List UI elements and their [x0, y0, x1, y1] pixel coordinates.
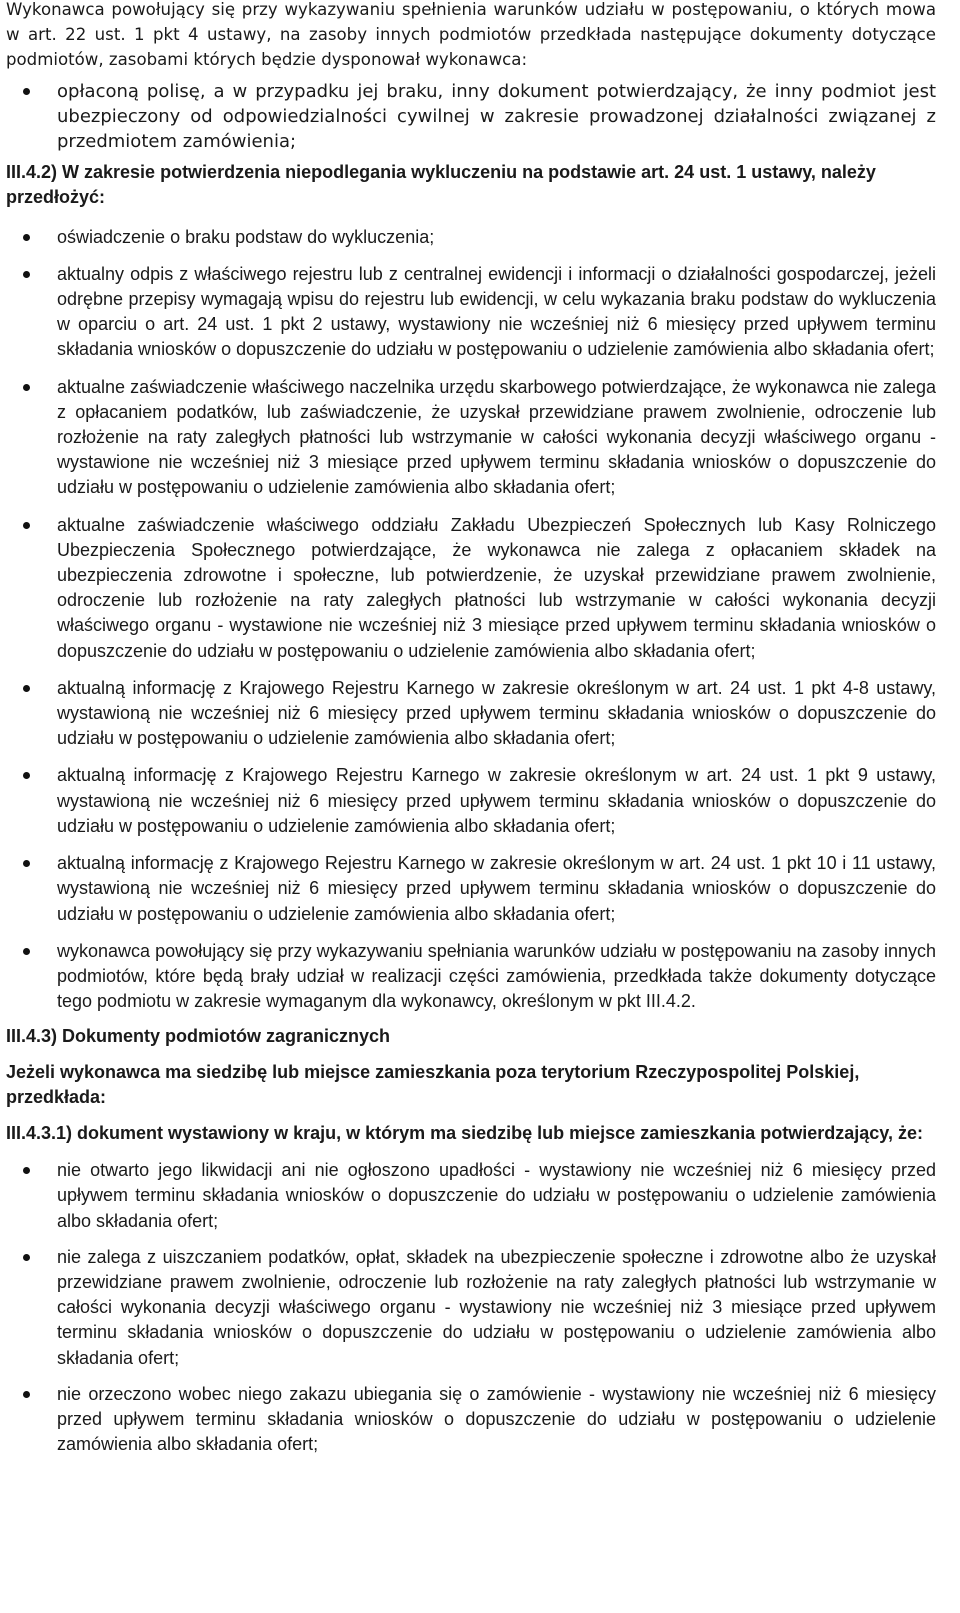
bullet-icon — [23, 88, 30, 95]
list-item — [6, 375, 936, 501]
list-item — [6, 939, 936, 1015]
subcontractor-documents-list — [6, 79, 936, 155]
list-item — [6, 1382, 936, 1458]
list-item — [6, 225, 936, 250]
list-item-text: nie zalega z uiszczaniem podatków, opłat, składek na ubezpieczenie społeczne i zdrowotne albo że uzyskał przewidziane prawem zwolnienie, odroczenie lub rozłożenie na raty zaległych płatności lub wstrzymanie w całości wykonania decyzji właściwego organu - wystawiony nie wcześniej niż 3 miesiące przed upływem terminu składania wniosków o dopuszczenie do udziału w postępowaniu o udzielenie zamówienia albo składania ofert; — [57, 1246, 936, 1368]
section-heading-iii-4-3-1: III.4.3.1) dokument wystawiony w kraju, w którym ma siedzibę lub miejsce zamieszkania potwierdzający, że: — [6, 1122, 923, 1143]
bullet-icon — [23, 522, 30, 529]
list-item-text: aktualną informację z Krajowego Rejestru Karnego w zakresie określonym w art. 24 ust. 1 pkt 4-8 ustawy, wystawioną nie wcześniej niż 6 miesięcy przed upływem terminu składania wniosków o dopuszczenie do udziału w postępowaniu o udzielenie zamówienia albo składania ofert; — [57, 677, 936, 749]
list-item-text: aktualne zaświadczenie właściwego oddziału Zakładu Ubezpieczeń Społecznych lub Kasy Rolniczego Ubezpieczenia Społecznego potwierdzające, że wykonawca nie zalega z opłacaniem składek na ubezpieczenia zdrowotne i społeczne, lub potwierdzenie, że uzyskał przewidziane prawem zwolnienie, odroczenie lub rozłożenie na raty zaległych płatności lub wstrzymanie w całości wykonania decyzji właściwego organu - wystawione nie wcześniej niż 3 miesiące przed upływem terminu składania wniosków o dopuszczenie do udziału w postępowaniu o udzielenie zamówienia albo składania ofert; — [57, 514, 936, 661]
list-item-text: aktualny odpis z właściwego rejestru lub z centralnej ewidencji i informacji o działalności gospodarczej, jeżeli odrębne przepisy wymagają wpisu do rejestru lub ewidencji, w celu wykazania braku podstaw do wykluczenia w oparciu o art. 24 ust. 1 pkt 2 ustawy, wystawiony nie wcześniej niż 6 miesięcy przed upływem terminu składania wniosków o dopuszczenie do udziału w postępowaniu o udzielenie zamówienia albo składania ofert; — [57, 263, 936, 360]
bullet-icon — [23, 1167, 30, 1174]
bullet-icon — [23, 772, 30, 779]
list-item-text: opłaconą polisę, a w przypadku jej braku, inny dokument potwierdzający, że inny podmiot jest ubezpieczony od odpowiedzialności cywilnej w zakresie prowadzonej działalności związanej z przedmiotem zamówienia; — [57, 80, 936, 153]
list-item-text: nie otwarto jego likwidacji ani nie ogłoszono upadłości - wystawiony nie wcześniej niż 6 miesięcy przed upływem terminu składania wniosków o dopuszczenie do udziału w postępowaniu o udzielenie zamówienia albo składania ofert; — [57, 1160, 936, 1231]
bullet-icon — [23, 384, 30, 391]
list-item — [6, 513, 936, 664]
section-heading-iii-4-3: III.4.3) Dokumenty podmiotów zagranicznych — [6, 1026, 391, 1047]
section-heading-iii-4-2: III.4.2) W zakresie potwierdzenia niepodlegania wykluczeniu na podstawie art. 24 ust. 1 ustawy, należy przedłożyć: — [6, 162, 876, 208]
bullet-icon — [23, 1254, 30, 1261]
bullet-icon — [23, 860, 30, 867]
list-item — [6, 676, 936, 752]
list-item-text: aktualne zaświadczenie właściwego naczelnika urzędu skarbowego potwierdzające, że wykonawca nie zalega z opłacaniem podatków, lub zaświadczenie, że uzyskał przewidziane prawem zwolnienie, odroczenie lub rozłożenie na raty zaległych płatności lub wstrzymanie w całości wykonania decyzji właściwego organu - wystawione nie wcześniej niż 3 miesiące przed upływem terminu składania wniosków o dopuszczenie do udziału w postępowaniu o udzielenie zamówienia albo składania ofert; — [57, 376, 936, 498]
list-item — [6, 763, 936, 839]
bullet-icon — [23, 685, 30, 692]
list-item-text: nie orzeczono wobec niego zakazu ubiegania się o zamówienie - wystawiony nie wcześniej niż 6 miesięcy przed upływem terminu składania wniosków o dopuszczenie do udziału w postępowaniu o udzielenie zamówienia albo składania ofert; — [57, 1383, 936, 1455]
list-item-text: aktualną informację z Krajowego Rejestru Karnego w zakresie określonym w art. 24 ust. 1 pkt 9 ustawy, wystawioną nie wcześniej niż 6 miesięcy przed upływem terminu składania wniosków o dopuszczenie do udziału w postępowaniu o udzielenie zamówienia albo składania ofert; — [57, 765, 936, 836]
bullet-icon — [23, 1391, 30, 1398]
list-item-text: wykonawca powołujący się przy wykazywaniu spełniania warunków udziału w postępowaniu na zasoby innych podmiotów, które będą brały udział w realizacji części zamówienia, przedkłada także dokumenty dotyczące tego podmiotu w zakresie wymaganym dla wykonawcy, określonym w pkt III.4.2. — [57, 940, 936, 1012]
list-item — [6, 262, 936, 363]
foreign-documents-list — [6, 1158, 936, 1457]
list-item — [6, 1158, 936, 1234]
list-item-text: aktualną informację z Krajowego Rejestru Karnego w zakresie określonym w art. 24 ust. 1 pkt 10 i 11 ustawy, wystawioną nie wcześniej niż 6 miesięcy przed upływem terminu składania wniosków o dopuszczenie do udziału w postępowaniu o udzielenie zamówienia albo składania ofert; — [57, 853, 936, 924]
bullet-icon — [23, 271, 30, 278]
list-item — [6, 851, 936, 927]
list-item — [6, 79, 936, 155]
bullet-icon — [23, 234, 30, 241]
bullet-icon — [23, 948, 30, 955]
list-item — [6, 1245, 936, 1371]
list-item-text: oświadczenie o braku podstaw do wykluczenia; — [57, 226, 435, 247]
intro-paragraph: Wykonawca powołujący się przy wykazywaniu spełnienia warunków udziału w postępowaniu, o których mowa w art. 22 ust. 1 pkt 4 ustawy, na zasoby innych podmiotów przedkłada następujące dokumenty dotyczące podmiotów, zasobami których będzie dysponował wykonawca: — [6, 0, 936, 70]
foreign-entity-intro: Jeżeli wykonawca ma siedzibę lub miejsce zamieszkania poza terytorium Rzeczypospolitej Polskiej, przedkłada: — [6, 1061, 860, 1107]
exclusion-documents-list — [6, 225, 936, 1015]
